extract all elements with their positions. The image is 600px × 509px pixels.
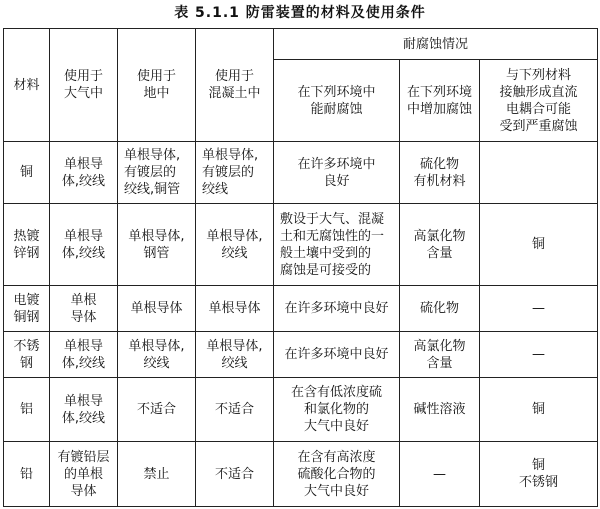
cell-concrete: 不适合	[196, 442, 274, 507]
cell-increase: 碱性溶液	[400, 378, 480, 442]
table-title: 表 5.1.1 防雷装置的材料及使用条件	[174, 5, 426, 21]
cell-concrete: 单根导体	[196, 286, 274, 332]
cell-atmosphere: 单根导 体,绞线	[50, 142, 118, 204]
cell-concrete: 单根导体, 绞线	[196, 204, 274, 286]
materials-table	[3, 28, 598, 507]
table-row	[4, 204, 598, 286]
header-concrete: 使用于 混凝土中	[196, 29, 274, 142]
cell-concrete: 单根导体, 有镀层的 绞线	[196, 142, 274, 204]
table-row	[4, 442, 598, 507]
header-row-1	[4, 29, 598, 60]
cell-material: 不锈 钢	[4, 332, 50, 378]
cell-galvanic: 铜 不锈钢	[480, 442, 598, 507]
cell-material: 铅	[4, 442, 50, 507]
table-row	[4, 286, 598, 332]
cell-galvanic: 铜	[480, 378, 598, 442]
cell-resist: 在许多环境中良好	[274, 332, 400, 378]
cell-ground: 单根导体, 绞线	[118, 332, 196, 378]
cell-atmosphere: 单根导 体,绞线	[50, 378, 118, 442]
cell-increase: 硫化物	[400, 286, 480, 332]
table-row	[4, 378, 598, 442]
header-ground: 使用于 地中	[118, 29, 196, 142]
cell-galvanic: —	[480, 286, 598, 332]
header-resist-env: 在下列环境中 能耐腐蚀	[274, 60, 400, 142]
cell-atmosphere: 单根导 体,绞线	[50, 332, 118, 378]
header-atmosphere: 使用于 大气中	[50, 29, 118, 142]
header-corrosion-group: 耐腐蚀情况	[274, 29, 598, 60]
cell-increase: —	[400, 442, 480, 507]
cell-ground: 单根导体, 钢管	[118, 204, 196, 286]
cell-increase: 高氯化物 含量	[400, 332, 480, 378]
table-row	[4, 142, 598, 204]
cell-ground: 不适合	[118, 378, 196, 442]
table-row	[4, 332, 598, 378]
cell-resist: 敷设于大气、混凝 土和无腐蚀性的一 般土壤中受到的 腐蚀是可接受的	[274, 204, 400, 286]
cell-material: 电镀 铜钢	[4, 286, 50, 332]
cell-concrete: 单根导体, 绞线	[196, 332, 274, 378]
cell-material: 铝	[4, 378, 50, 442]
cell-galvanic: 铜	[480, 204, 598, 286]
cell-material: 热镀 锌钢	[4, 204, 50, 286]
cell-ground: 单根导体	[118, 286, 196, 332]
cell-galvanic: —	[480, 332, 598, 378]
cell-atmosphere: 单根 导体	[50, 286, 118, 332]
cell-increase: 硫化物 有机材料	[400, 142, 480, 204]
cell-resist: 在含有低浓度硫 和氯化物的 大气中良好	[274, 378, 400, 442]
cell-atmosphere: 有镀铅层 的单根 导体	[50, 442, 118, 507]
cell-resist: 在含有高浓度 硫酸化合物的 大气中良好	[274, 442, 400, 507]
header-galvanic: 与下列材料 接触形成直流 电耦合可能 受到严重腐蚀	[480, 60, 598, 142]
cell-increase: 高氯化物 含量	[400, 204, 480, 286]
header-increase-env: 在下列环境 中增加腐蚀	[400, 60, 480, 142]
cell-ground: 禁止	[118, 442, 196, 507]
cell-resist: 在许多环境中良好	[274, 286, 400, 332]
cell-concrete: 不适合	[196, 378, 274, 442]
cell-material: 铜	[4, 142, 50, 204]
cell-ground: 单根导体, 有镀层的 绞线,铜管	[118, 142, 196, 204]
cell-galvanic	[480, 142, 598, 204]
cell-resist: 在许多环境中 良好	[274, 142, 400, 204]
cell-atmosphere: 单根导 体,绞线	[50, 204, 118, 286]
header-material: 材料	[4, 29, 50, 142]
